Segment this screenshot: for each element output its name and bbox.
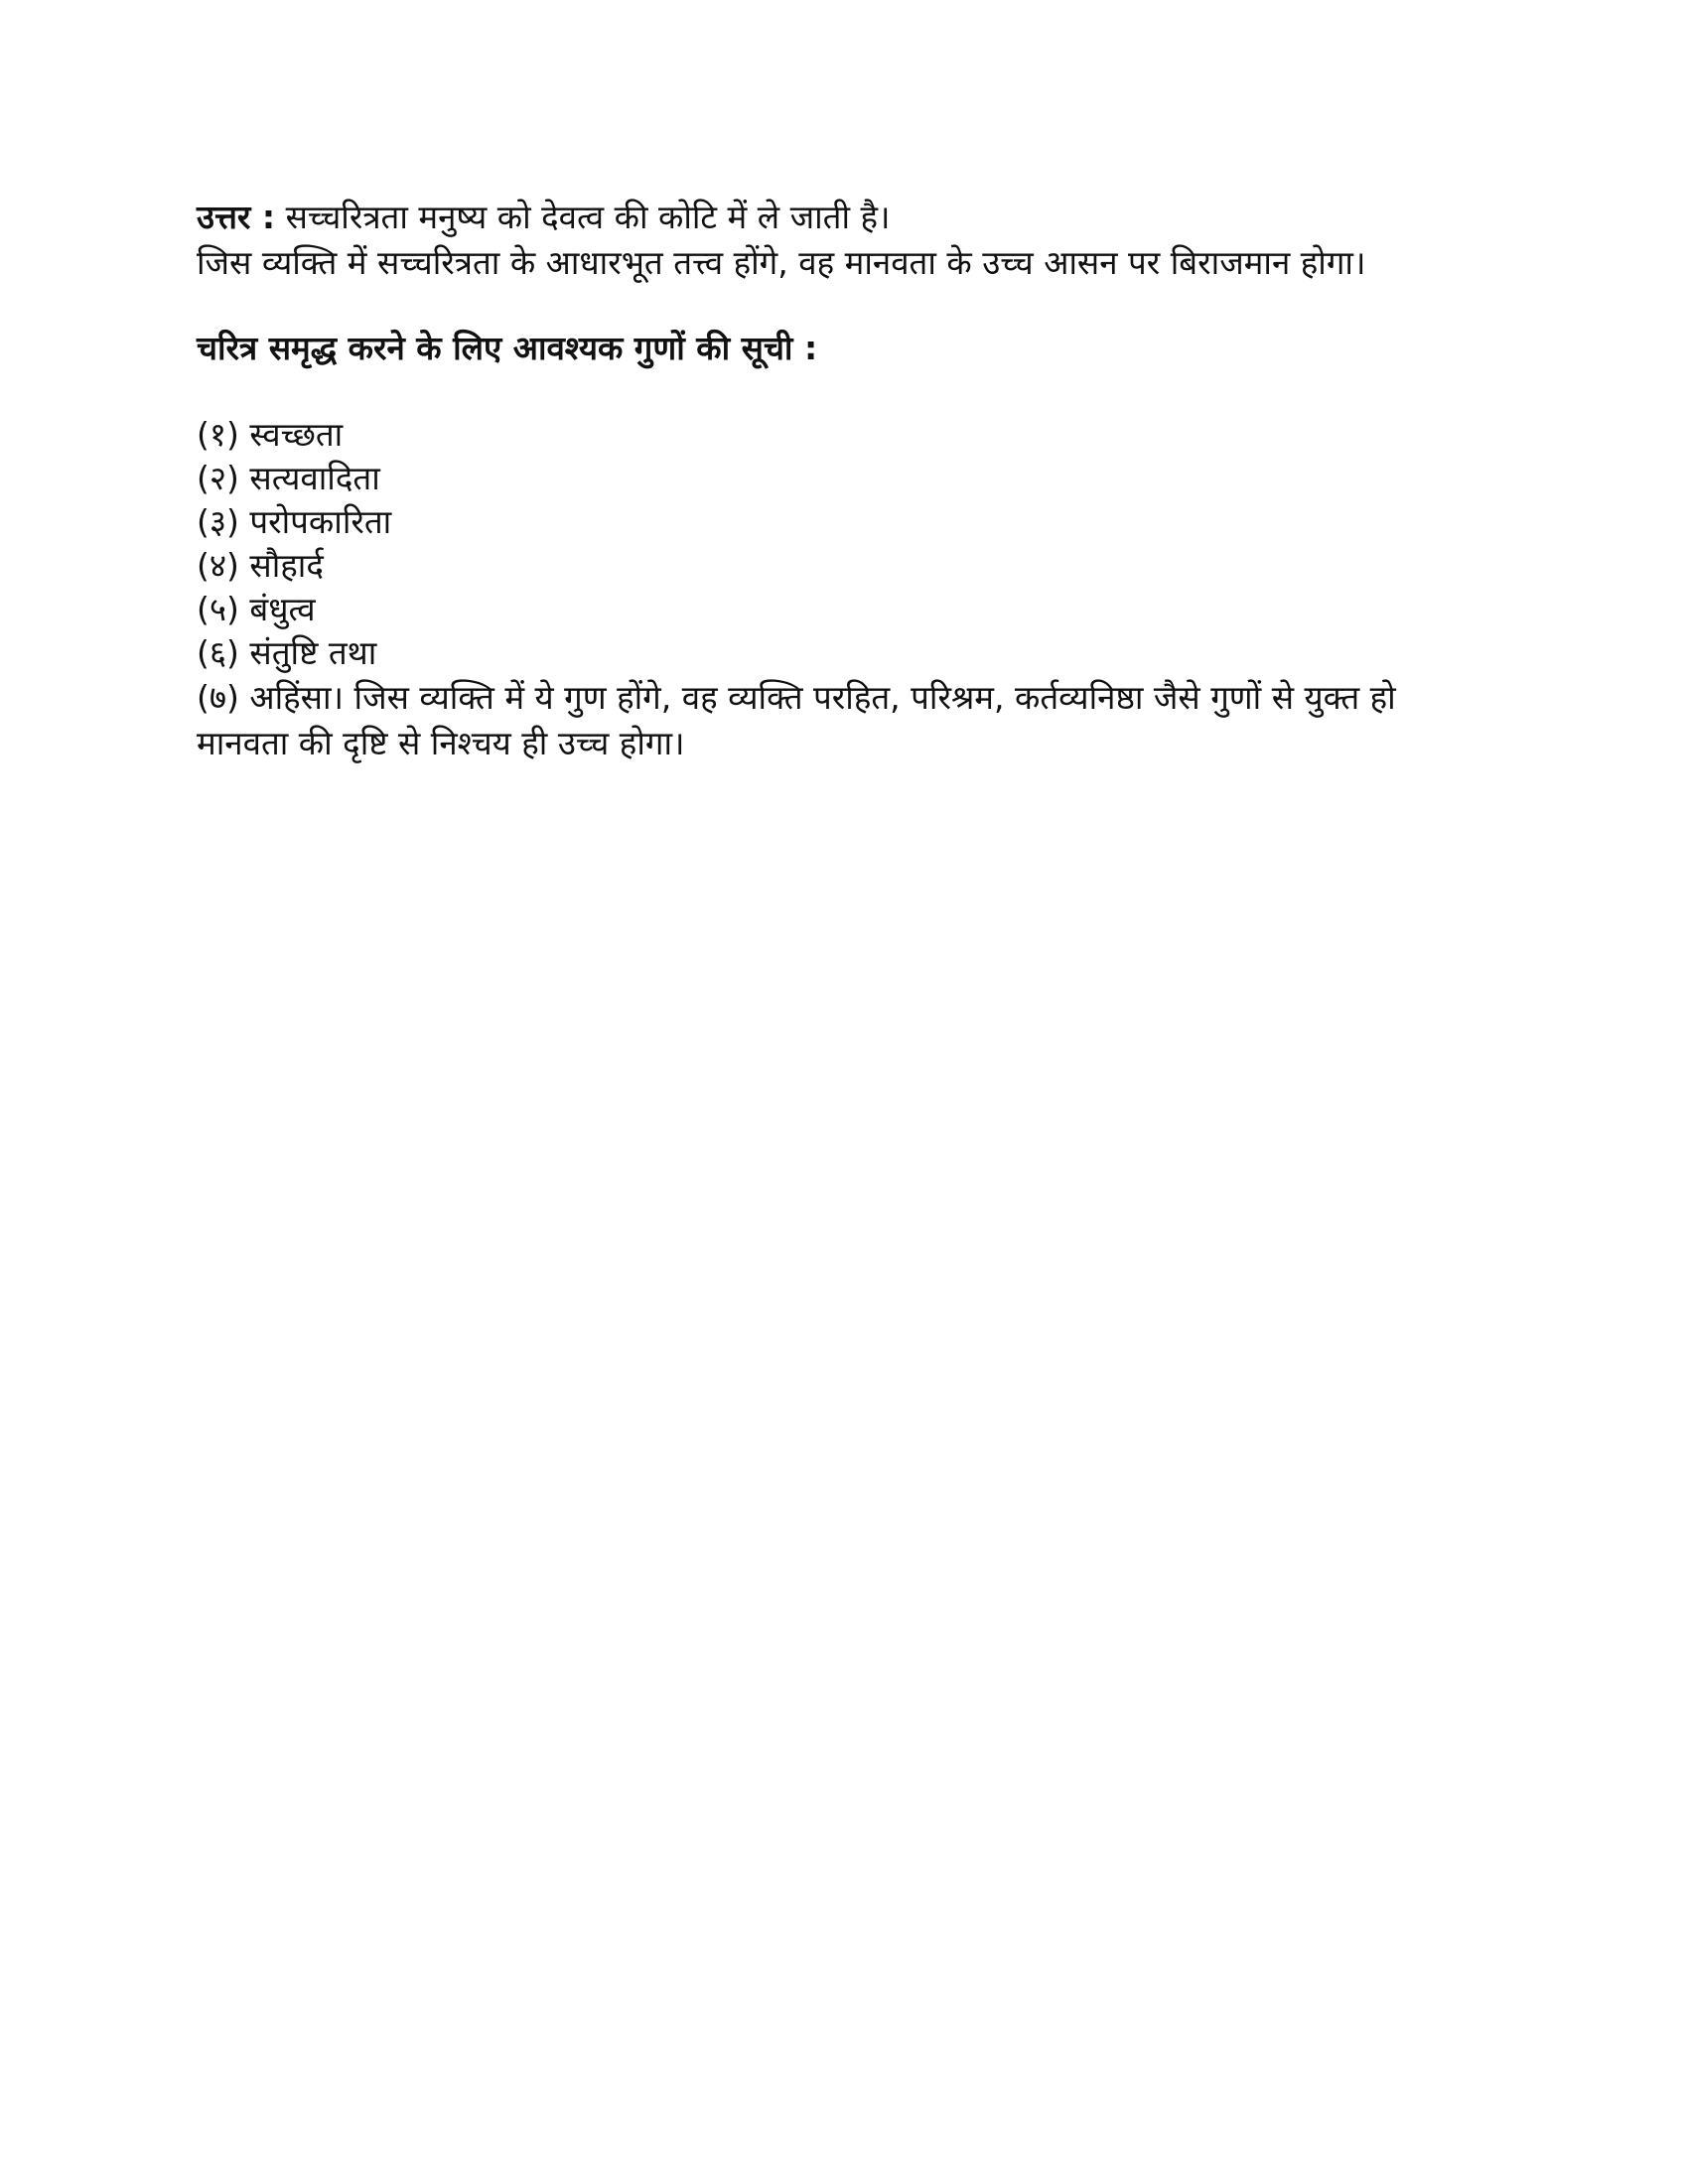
answer-text: सच्चरित्रता मनुष्य को देवत्व की कोटि में ले जाती है। [275,198,891,236]
document-page [197,195,1507,766]
list-item: (१) स्वच्छता [197,415,344,454]
qualities-list [197,413,1507,766]
list-item: (५) बंधुत्व [197,590,316,628]
list-item: (६) संतुष्टि तथा [197,633,377,672]
qualities-heading: चरित्र समृद्ध करने के लिए आवश्यक गुणों की सूची : [197,329,818,367]
answer-label: उत्तर : [197,198,276,236]
list-item: (७) अहिंसा। जिस व्यक्ति में ये गुण होंगे, वह व्यक्ति परहित, परिश्रम, कर्तव्यनिष्ठा जैसे गुणों से युक्त हो मानवता की दृष्टि से निश्चय ही उच्च होगा। [197,678,1396,762]
answer-line-2: जिस व्यक्ति में सच्चरित्रता के आधारभूत तत्त्व होंगे, वह मानवता के उच्च आसन पर बिराजमान होगा। [197,243,1366,282]
list-item: (४) सौहार्द [197,546,324,585]
list-item: (२) सत्यवादिता [197,459,380,497]
list-item: (३) परोपकारिता [197,502,392,541]
answer-line-1 [197,195,1507,240]
